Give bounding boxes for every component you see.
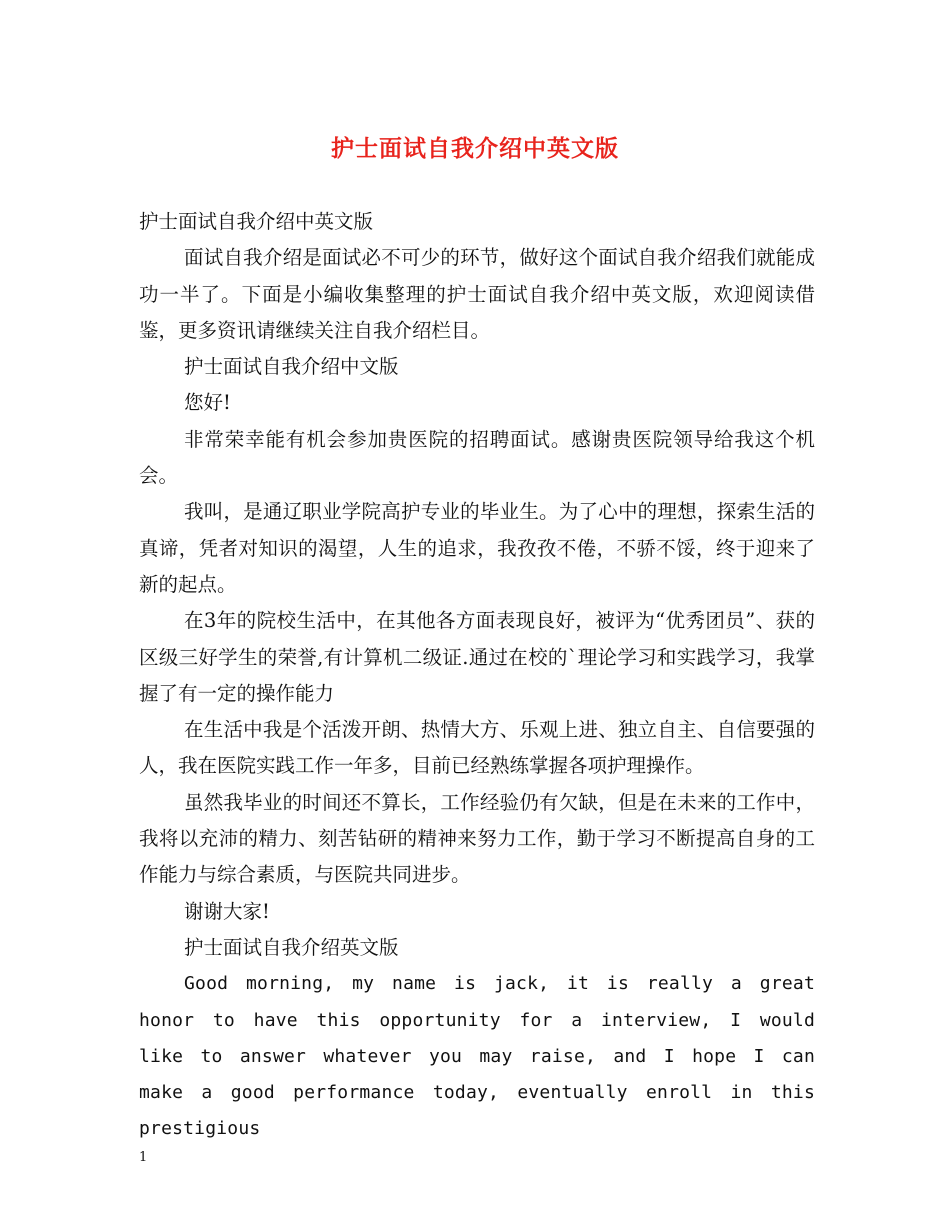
- paragraph-thanks-opportunity: 非常荣幸能有机会参加贵医院的招聘面试。感谢贵医院领导给我这个机会。: [139, 427, 815, 488]
- paragraph-closing: 谢谢大家!: [184, 899, 270, 923]
- paragraph-section-english: 护士面试自我介绍英文版: [184, 935, 399, 959]
- document-body: [139, 204, 815, 1148]
- paragraph-self-intro: 我叫，是通辽职业学院高护专业的毕业生。为了心中的理想，探索生活的真谛，凭者对知识的渴望，人生的追求，我孜孜不倦，不骄不馁，终于迎来了新的起点。: [139, 500, 815, 596]
- paragraph-school-life: 在3年的院校生活中，在其他各方面表现良好，被评为“优秀团员”、获的区级三好学生的荣誉,有计算机二级证.通过在校的`理论学习和实践学习，我掌握了有一定的操作能力: [139, 609, 815, 705]
- paragraph-personality: 在生活中我是个活泼开朗、热情大方、乐观上进、独立自主、自信要强的人，我在医院实践工作一年多，目前已经熟练掌握各项护理操作。: [139, 718, 815, 778]
- paragraph-future: 虽然我毕业的时间还不算长，工作经验仍有欠缺，但是在未来的工作中，我将以充沛的精力、刻苦钻研的精神来努力工作，勤于学习不断提高自身的工作能力与综合素质，与医院共同进步。: [139, 790, 815, 887]
- paragraph-heading: 护士面试自我介绍中英文版: [139, 210, 374, 233]
- paragraph-intro: 面试自我介绍是面试必不可少的环节，做好这个面试自我介绍我们就能成功一半了。下面是小编收集整理的护士面试自我介绍中英文版，欢迎阅读借鉴，更多资讯请继续关注自我介绍栏目。: [139, 246, 815, 342]
- paragraph-greeting: 您好!: [184, 391, 231, 415]
- paragraph-english-intro: Good morning, my name is jack, it is really a great honor to have this opportunity for a interview, I would like to answer whatever you may raise, and I hope I can make a good performance today, eventually enroll in this prestigious: [139, 973, 815, 1140]
- page-number: 1: [139, 1150, 148, 1165]
- paragraph-section-chinese: 护士面试自我介绍中文版: [184, 355, 399, 379]
- document-title: 护士面试自我介绍中英文版: [331, 135, 619, 162]
